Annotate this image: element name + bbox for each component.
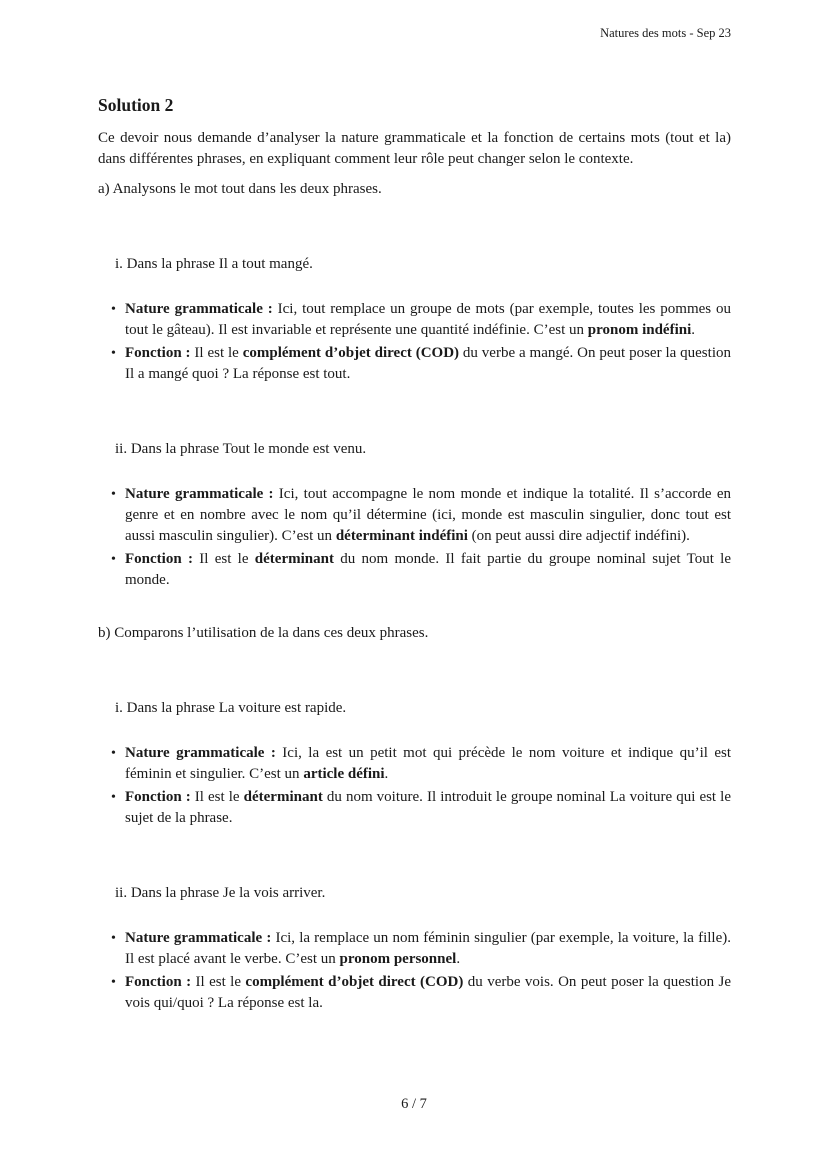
part-a-item-ii-label: ii. Dans la phrase Tout le monde est venu. xyxy=(115,441,367,457)
part-b-heading: b) Comparons l’utilisation de la dans ces deux phrases. xyxy=(98,625,429,641)
page-footer xyxy=(0,1094,828,1115)
part-b-item-i xyxy=(98,698,731,829)
part-b-item-ii-label: ii. Dans la phrase Je la vois arriver. xyxy=(115,885,326,901)
part-b-item-ii-bullets xyxy=(98,928,731,1014)
part-b xyxy=(98,623,731,1014)
part-a xyxy=(98,179,731,591)
solution-title: Solution 2 xyxy=(98,95,174,115)
intro-paragraph: Ce devoir nous demande d’analyser la nature grammaticale et la fonction de certains mots (tout et la) dans différentes phrases, en expliquant comment leur rôle peut changer selon le contexte. xyxy=(98,130,731,167)
bullet-nature-grammaticale: • Nature grammaticale : Ici, la remplace un nom féminin singulier (par exemple, la voiture, la fille). Il est placé avant le verbe. C’est un pronom personnel. xyxy=(98,928,731,970)
part-b-item-i-label: i. Dans la phrase La voiture est rapide. xyxy=(115,700,347,716)
part-a-item-ii xyxy=(98,439,731,591)
bullet-fonction: • Fonction : Il est le complément d’objet direct (COD) du verbe a mangé. On peut poser la question Il a mangé quoi ? La réponse est tout. xyxy=(98,343,731,385)
bullet-fonction: • Fonction : Il est le déterminant du nom voiture. Il introduit le groupe nominal La voiture qui est le sujet de la phrase. xyxy=(98,787,731,829)
part-a-item-i-bullets xyxy=(98,299,731,385)
bullet-fonction: • Fonction : Il est le complément d’objet direct (COD) du verbe vois. On peut poser la question Je vois qui/quoi ? La réponse est la. xyxy=(98,972,731,1014)
part-a-item-ii-bullets xyxy=(98,484,731,591)
bullet-fonction: • Fonction : Il est le déterminant du nom monde. Il fait partie du groupe nominal sujet Tout le monde. xyxy=(98,549,731,591)
page-number: 6 / 7 xyxy=(401,1096,427,1112)
document-body xyxy=(98,0,731,1016)
part-a-item-i xyxy=(98,254,731,385)
part-a-heading: a) Analysons le mot tout dans les deux phrases. xyxy=(98,181,382,197)
part-b-item-ii xyxy=(98,883,731,1014)
running-header-title: Natures des mots - Sep 23 xyxy=(600,26,731,40)
bullet-nature-grammaticale: • Nature grammaticale : Ici, la est un petit mot qui précède le nom voiture et indique qu’il est féminin et singulier. C’est un article défini. xyxy=(98,743,731,785)
bullet-nature-grammaticale: • Nature grammaticale : Ici, tout accompagne le nom monde et indique la totalité. Il s’accorde en genre et en nombre avec le nom qu’il détermine (ici, monde est masculin singulier, donc tout est aussi masculin singulier). C’est un déterminant indéfini (on peut aussi dire adjectif indéfini). xyxy=(98,484,731,547)
part-b-item-i-bullets xyxy=(98,743,731,829)
bullet-nature-grammaticale: • Nature grammaticale : Ici, tout remplace un groupe de mots (par exemple, toutes les pommes ou tout le gâteau). Il est invariable et représente une quantité indéfinie. C’est un pronom indéfini. xyxy=(98,299,731,341)
part-a-item-i-label: i. Dans la phrase Il a tout mangé. xyxy=(115,256,313,272)
